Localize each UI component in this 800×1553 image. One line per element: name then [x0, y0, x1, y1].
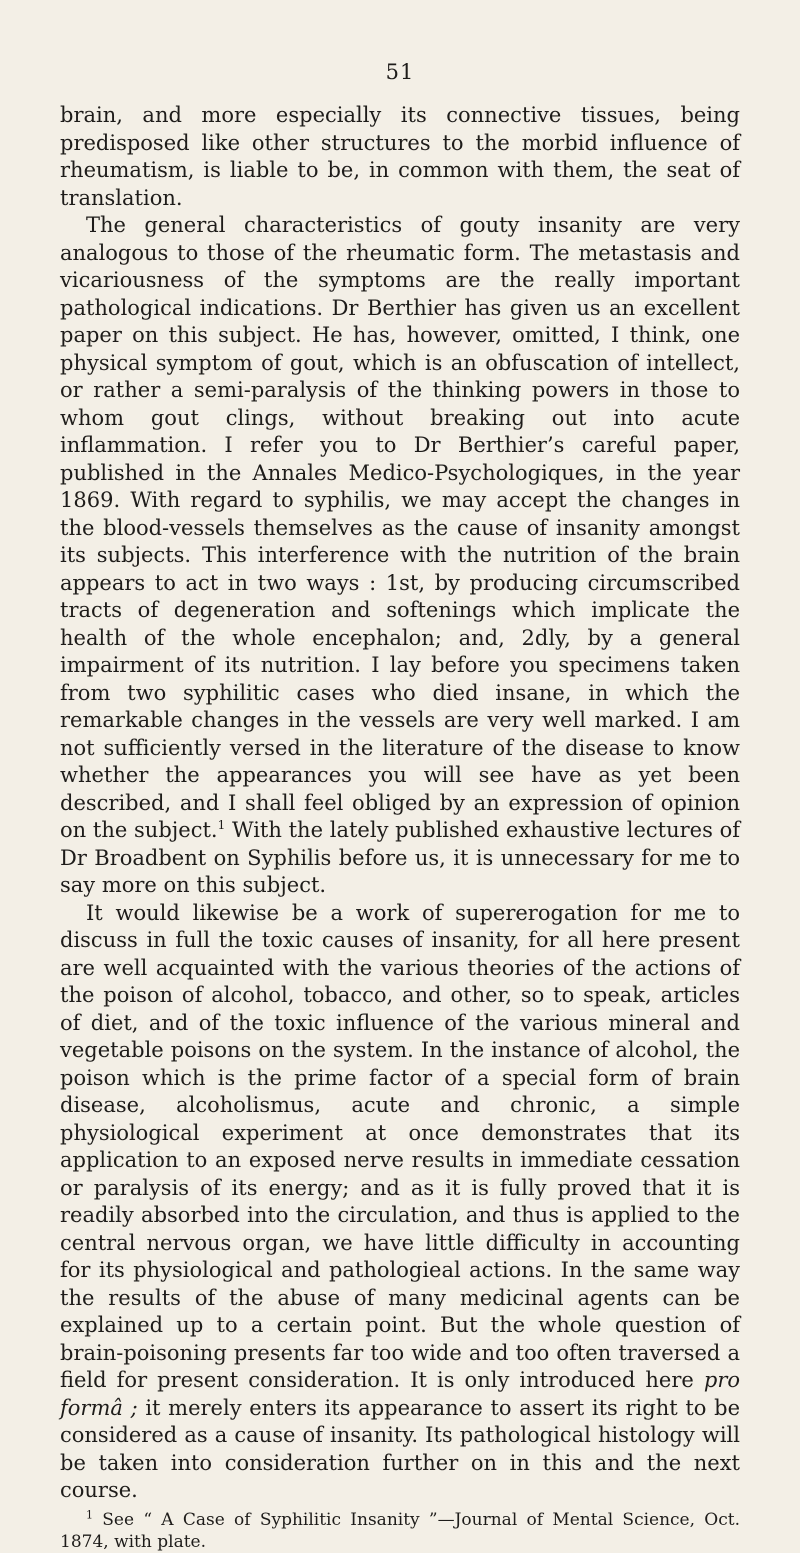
footnote-text: See “ A Case of Syphilitic Insanity ”—Journal of Mental Science, Oct. 1874, with plate. — [60, 1509, 740, 1552]
paragraph-3-text-after: it merely enters its appearance to assert its right to be considered as a cause of insanity. Its pathological histology will be taken into consideration further on in this and the next course. — [60, 1395, 740, 1502]
body-text — [60, 102, 740, 1505]
paragraph-1-text: brain, and more especially its connective tissues, being predisposed like other structures to the morbid influence of rheumatism, is liable to be, in common with them, the seat of translation. — [60, 103, 740, 210]
book-page — [60, 60, 740, 1553]
paragraph-3 — [60, 900, 740, 1505]
footnote-reference: 1 — [217, 818, 226, 832]
page-number: 51 — [385, 60, 415, 84]
footnote — [60, 1509, 740, 1553]
paragraph-2-text: The general characteristics of gouty insanity are very analogous to those of the rheumatic form. The metastasis and vicariousness of the symptoms are the really important pathological indications. Dr Berthier has given us an excellent paper on this subject. He has, however, omitted, I think, one physical symptom of gout, which is an obfuscation of intellect, or rather a semi-paralysis of the thinking powers in those to whom gout clings, without breaking out into acute inflammation. I refer you to Dr Berthier’s careful paper, published in the Annales Medico-Psychologiques, in the year 1869. With regard to syphilis, we may accept the changes in the blood-vessels themselves as the cause of insanity amongst its subjects. This interference with the nutrition of the brain appears to act in two ways : 1st, by producing circumscribed tracts of degeneration and softenings which implicate the health of the whole encephalon; and, 2dly, by a general impairment of its nutrition. I lay before you specimens taken from two syphilitic cases who died insane, in which the remarkable changes in the vessels are very well marked. I am not sufficiently versed in the literature of the disease to know whether the appearances you will see have as yet been described, and I shall feel obliged by an expression of opinion on the subject. — [60, 213, 740, 842]
paragraph-2-text-after: With the lately published exhaustive lectures of Dr Broadbent on Syphilis before us, it is unnecessary for me to say more on this subject. — [60, 818, 740, 897]
paragraph-2 — [60, 212, 740, 900]
footnote-marker: 1 — [86, 1507, 93, 1521]
paragraph-3-text: It would likewise be a work of supererogation for me to discuss in full the toxic causes of insanity, for all here present are well acquainted with the various theories of the actions of the poison of alcohol, tobacco, and other, so to speak, articles of diet, and of the toxic influence of the various mineral and vegetable poisons on the system. In the instance of alcohol, the poison which is the prime factor of a special form of brain disease, alcoholismus, acute and chronic, a simple physiological experiment at once demonstrates that its application to an exposed nerve results in immediate cessation or paralysis of its energy; and as it is fully proved that it is readily absorbed into the circulation, and thus is applied to the central nervous organ, we have little difficulty in accounting for its physiological and pathologieal actions. In the same way the results of the abuse of many medicinal agents can be explained up to a certain point. But the whole question of brain-poisoning presents far too wide and too often traversed a field for present consideration. It is only introduced here — [60, 900, 740, 1392]
italic-phrase: pro formâ ; — [60, 1368, 740, 1420]
paragraph-1 — [60, 102, 740, 212]
